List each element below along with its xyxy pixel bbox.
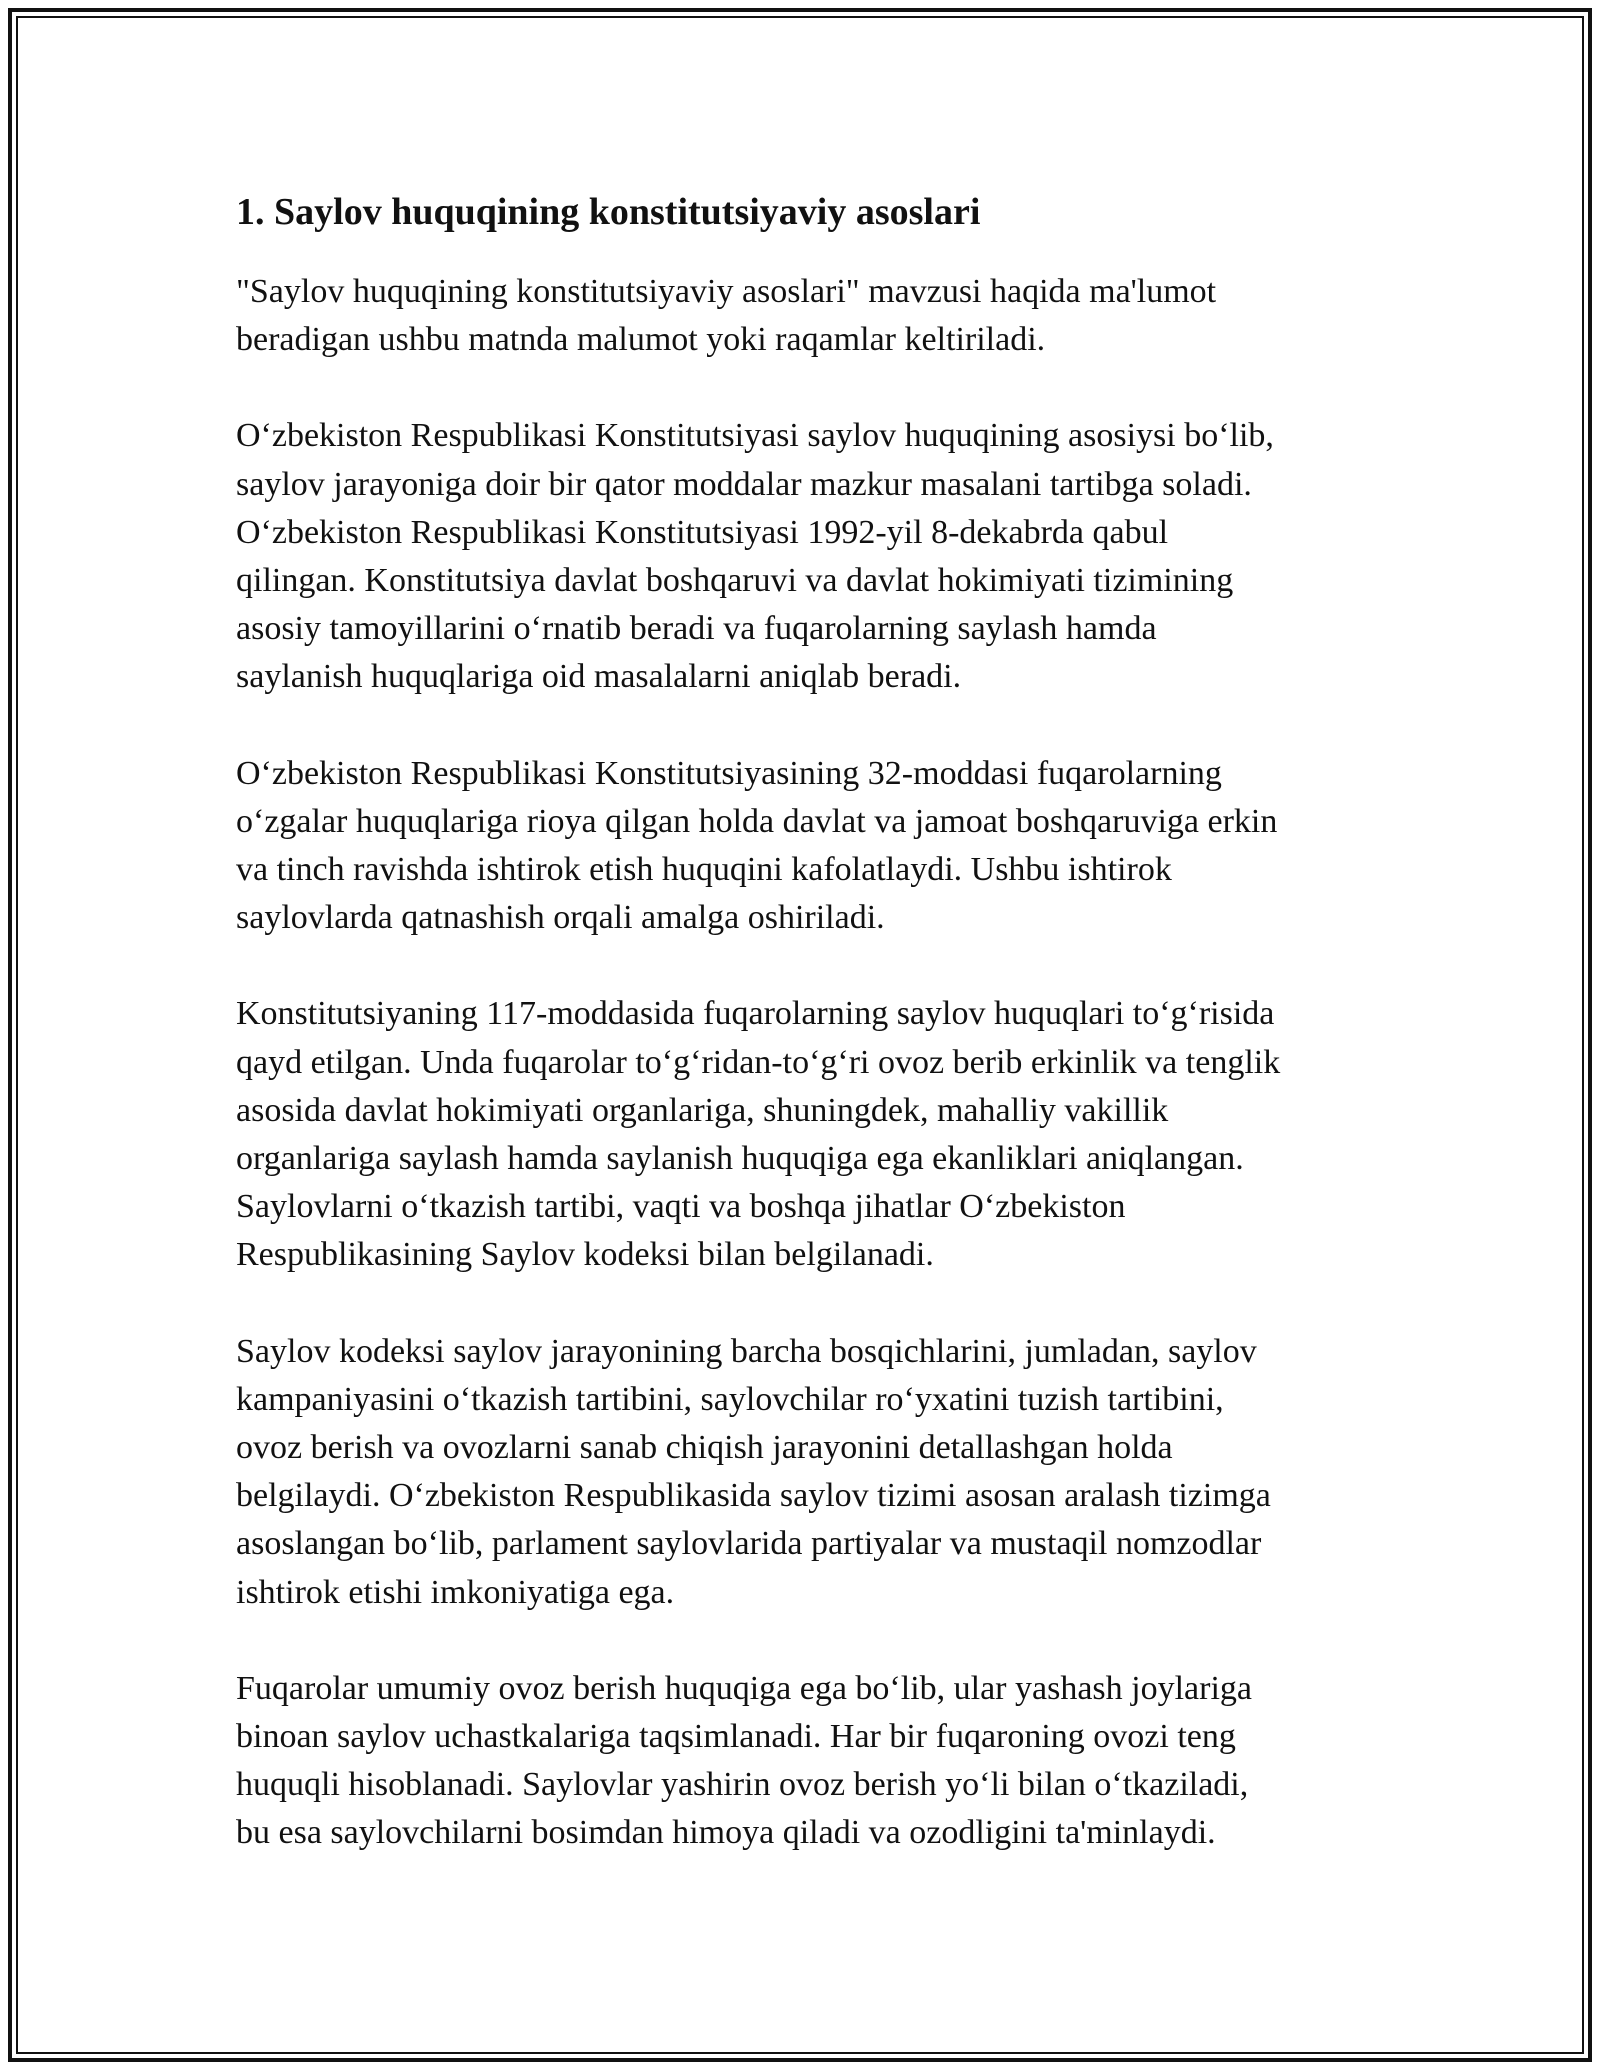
text-line: asosiy tamoyillarini o‘rnatib beradi va fuqarolarning saylash hamda [236,610,1157,648]
text-line: Fuqarolar umumiy ovoz berish huquqiga ega bo‘lib, ular yashash joylariga [236,1669,1252,1707]
text-line: O‘zbekiston Respublikasi Konstitutsiyasi saylov huquqining asosiysi bo‘lib, [236,417,1274,455]
paragraph-election-code [236,1328,1386,1617]
text-line: bu esa saylovchilarni bosimdan himoya qiladi va ozodligini ta'minlaydi. [236,1814,1216,1852]
text-line: ishtirok etishi imkoniyatiga ega. [236,1573,675,1611]
text-line: saylanish huquqlariga oid masalalarni aniqlab beradi. [236,658,962,696]
paragraph-intro [236,268,1386,364]
text-line: Saylovlarni o‘tkazish tartibi, vaqti va boshqa jihatlar O‘zbekiston [236,1188,1126,1226]
text-line: ovoz berish va ovozlarni sanab chiqish jarayonini detallashgan holda [236,1429,1173,1467]
text-line: asoslangan bo‘lib, parlament saylovlarida partiyalar va mustaqil nomzodlar [236,1525,1262,1563]
text-line: kampaniyasini o‘tkazish tartibini, saylovchilar ro‘yxatini tuzish tartibini, [236,1380,1224,1418]
text-line: o‘zgalar huquqlariga rioya qilgan holda davlat va jamoat boshqaruviga erkin [236,802,1278,840]
text-line: huquqli hisoblanadi. Saylovlar yashirin ovoz berish yo‘li bilan o‘tkaziladi, [236,1766,1249,1804]
text-line: saylov jarayoniga doir bir qator moddalar mazkur masalani tartibga soladi. [236,465,1252,503]
text-line: binoan saylov uchastkalariga taqsimlanadi. Har bir fuqaroning ovozi teng [236,1718,1236,1756]
document-body [236,186,1386,1906]
text-line: va tinch ravishda ishtirok etish huquqini kafolatlaydi. Ushbu ishtirok [236,851,1172,889]
text-line: qilingan. Konstitutsiya davlat boshqaruvi va davlat hokimiyati tizimining [236,562,1234,600]
text-line: organlariga saylash hamda saylanish huquqiga ega ekanliklari aniqlangan. [236,1140,1244,1178]
paragraph-article-32 [236,750,1386,943]
section-heading: 1. Saylov huquqining konstitutsiyaviy asoslari [236,191,981,233]
paragraph-constitution [236,412,1386,701]
text-line: O‘zbekiston Respublikasi Konstitutsiyasining 32-moddasi fuqarolarning [236,754,1222,792]
text-line: Konstitutsiyaning 117-moddasida fuqarolarning saylov huquqlari to‘g‘risida [236,995,1275,1033]
text-line: "Saylov huquqining konstitutsiyaviy asoslari" mavzusi haqida ma'lumot [236,273,1217,310]
text-line: qayd etilgan. Unda fuqarolar to‘g‘ridan-to‘g‘ri ovoz berib erkinlik va tenglik [236,1043,1281,1081]
text-line: Saylov kodeksi saylov jarayonining barcha bosqichlarini, jumladan, saylov [236,1332,1257,1370]
text-line: beradigan ushbu matnda malumot yoki raqamlar keltiriladi. [236,321,1046,359]
text-line: belgilaydi. O‘zbekiston Respublikasida saylov tizimi asosan aralash tizimga [236,1477,1271,1515]
paragraph-article-117 [236,990,1386,1279]
paragraph-universal-suffrage [236,1665,1386,1858]
text-line: saylovlarda qatnashish orqali amalga oshiriladi. [236,899,885,937]
text-line: asosida davlat hokimiyati organlariga, shuningdek, mahalliy vakillik [236,1091,1169,1129]
text-line: Respublikasining Saylov kodeksi bilan belgilanadi. [236,1236,934,1274]
text-line: O‘zbekiston Respublikasi Konstitutsiyasi 1992-yil 8-dekabrda qabul [236,513,1169,551]
